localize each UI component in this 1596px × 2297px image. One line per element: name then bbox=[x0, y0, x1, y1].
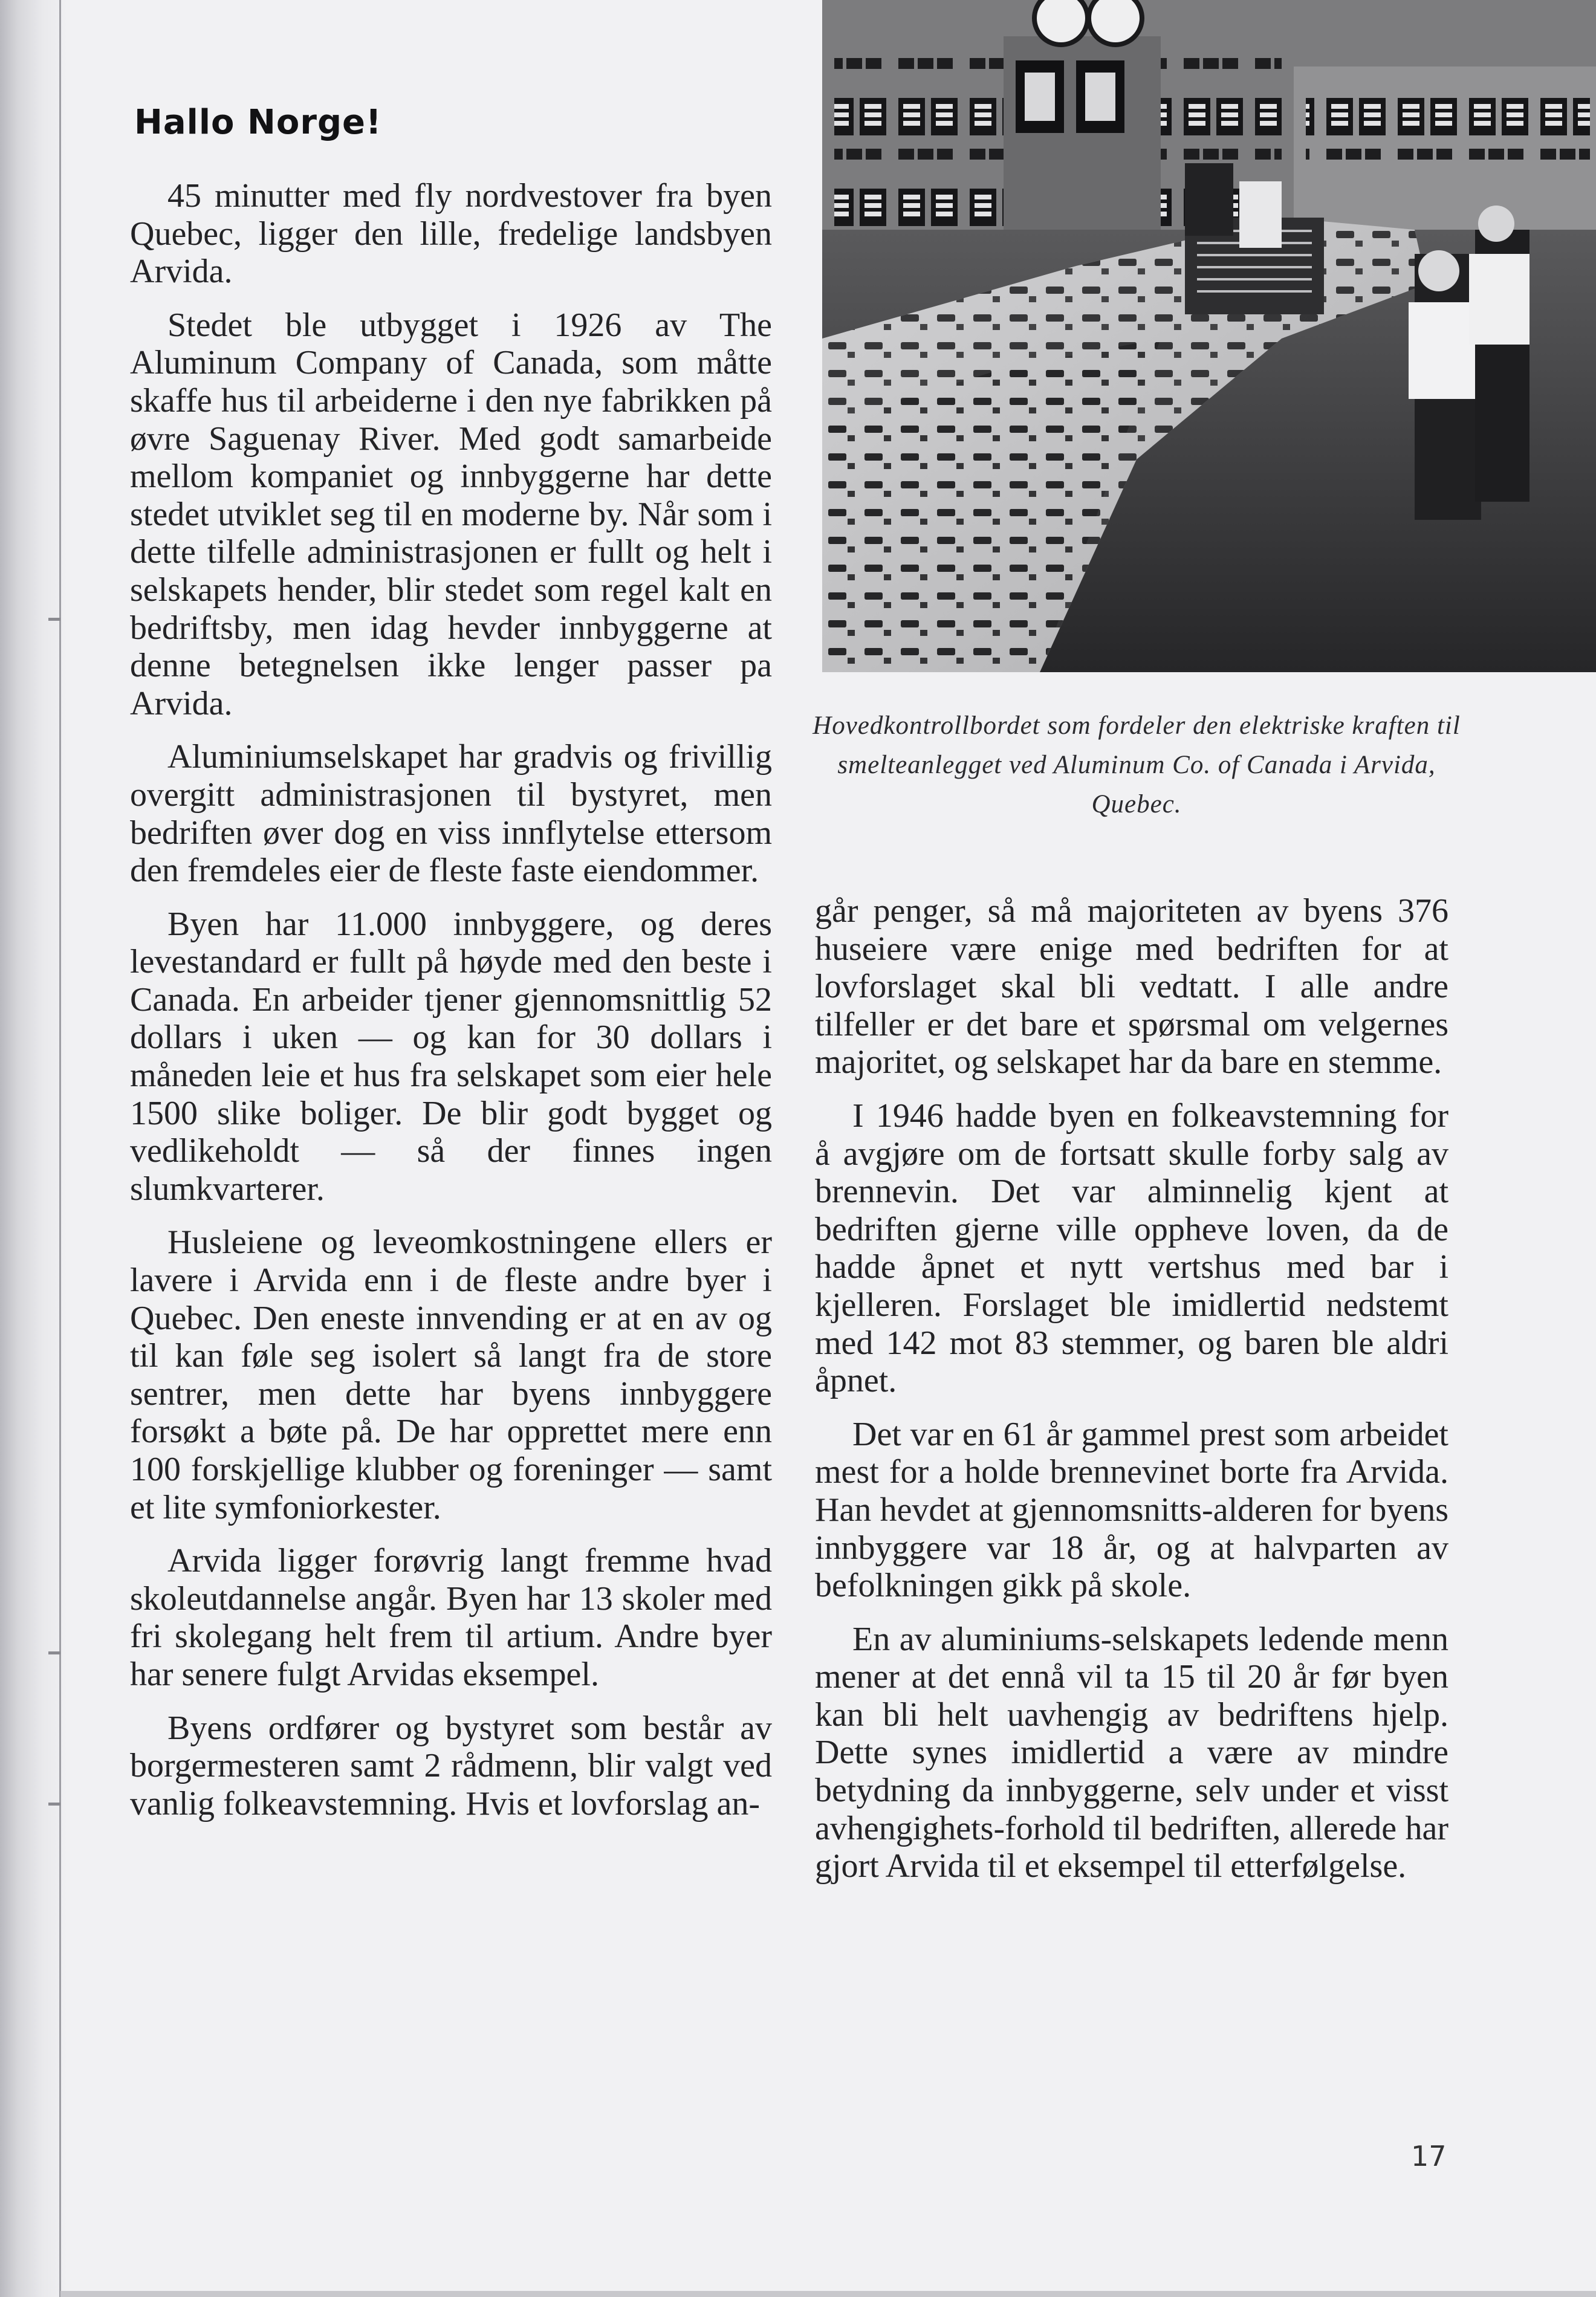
page-number: 17 bbox=[1411, 2140, 1447, 2172]
paragraph: Byen har 11.000 innbyggere, og deres levestandard er fullt på høyde med den beste i Canada. En arbeider tjener gjennomsnittlig 52 dollars i uken — og kan for 30 dollars i måneden leie et hus fra selskapet som eier hele 1500 slike boliger. De blir godt bygget og vedlikeholdt — så der finnes ingen slumkvarterer. bbox=[130, 905, 772, 1208]
paragraph: Arvida ligger forøvrig langt fremme hvad skoleutdannelse angår. Byen har 13 skoler med fri skolegang helt frem til artium. Andre byer har senere fulgt Arvidas eksempel. bbox=[130, 1542, 772, 1693]
photo-caption: Hovedkontrollbordet som fordeler den elektriske kraften til smelteanlegget ved Aluminum Co. of Canada i Arvida, Quebec. bbox=[813, 711, 1461, 818]
binding-stitch bbox=[48, 1651, 60, 1654]
binding-stitch bbox=[48, 1803, 60, 1806]
paragraph: Det var en 61 år gammel prest som arbeidet mest for a holde brennevinet borte fra Arvida. Han hevdet at gjennomsnitts-alderen for byens innbyggere var 18 år, og at halvparten av befolkningen gikk på skole. bbox=[815, 1415, 1448, 1605]
page-fold bbox=[59, 0, 61, 2297]
left-column bbox=[130, 177, 772, 1838]
paragraph: Husleiene og leveomkostningene ellers er lavere i Arvida enn i de fleste andre byer i Quebec. Den eneste innvending er at en av og til kan føle seg isolert så langt fra de store sentrer, men dette har byens innbyggere forsøkt a bøte på. De har opprettet mere enn 100 forskjellige klubber og foreninger — samt et lite symfoniorkester. bbox=[130, 1223, 772, 1526]
paragraph: Stedet ble utbygget i 1926 av The Aluminum Company of Canada, som måtte skaffe hus til arbeiderne i den nye fabrikken på øvre Saguenay River. Med godt samarbeide mellom kompaniet og innbyggerne har dette stedet utviklet seg til en moderne by. Når som i dette tilfelle administrasjonen er fullt og helt i selskapets hender, blir stedet som regel kalt en bedriftsby, men idag hevder innbyggerne at denne betegnelsen ikke lenger passer pa Arvida. bbox=[130, 306, 772, 722]
paragraph: En av aluminiums-selskapets ledende menn mener at det ennå vil ta 15 til 20 år før byen kan bli helt uavhengig av bedriftens hjelp. Dette synes imidlertid a være av mindre betydning da innbyggerne, selv under et visst avhengighets-forhold til bedriften, allerede har gjort Arvida til et eksempel til etterfølgelse. bbox=[815, 1620, 1448, 1885]
control-room-photo bbox=[822, 0, 1596, 672]
page-bottom-edge bbox=[60, 2291, 1596, 2297]
paragraph: Aluminiumselskapet har gradvis og frivillig overgitt administrasjonen til bystyret, men bedriften øver dog en viss innflytelse ettersom den fremdeles eier de fleste faste eiendommer. bbox=[130, 738, 772, 890]
paragraph: 45 minutter med fly nordvestover fra byen Quebec, ligger den lille, fredelige landsbyen Arvida. bbox=[130, 177, 772, 291]
article-title: Hallo Norge! bbox=[134, 103, 382, 142]
paragraph: I 1946 hadde byen en folkeavstemning for å avgjøre om de fortsatt skulle forby salg av brennevin. Det var alminnelig kjent at bedriften gjerne ville oppheve loven, da de hadde åpnet et nytt vertshus med bar i kjelleren. Forslaget ble imidlertid nedstemt med 142 mot 83 stemmer, og baren ble aldri åpnet. bbox=[815, 1097, 1448, 1400]
paragraph: går penger, så må majoriteten av byens 376 huseiere være enige med bedriften for at lovforslaget skal bli vedtatt. I alle andre tilfeller er det bare et spørsmal om velgernes majoritet, og selskapet har da bare en stemme. bbox=[815, 892, 1448, 1081]
control-room-illustration bbox=[822, 0, 1596, 672]
right-column bbox=[815, 892, 1448, 1901]
paragraph: Byens ordfører og bystyret som består av borgermesteren samt 2 rådmenn, blir valgt ved vanlig folkeavstemning. Hvis et lovforslag an- bbox=[130, 1709, 772, 1822]
binding-stitch bbox=[48, 618, 60, 621]
